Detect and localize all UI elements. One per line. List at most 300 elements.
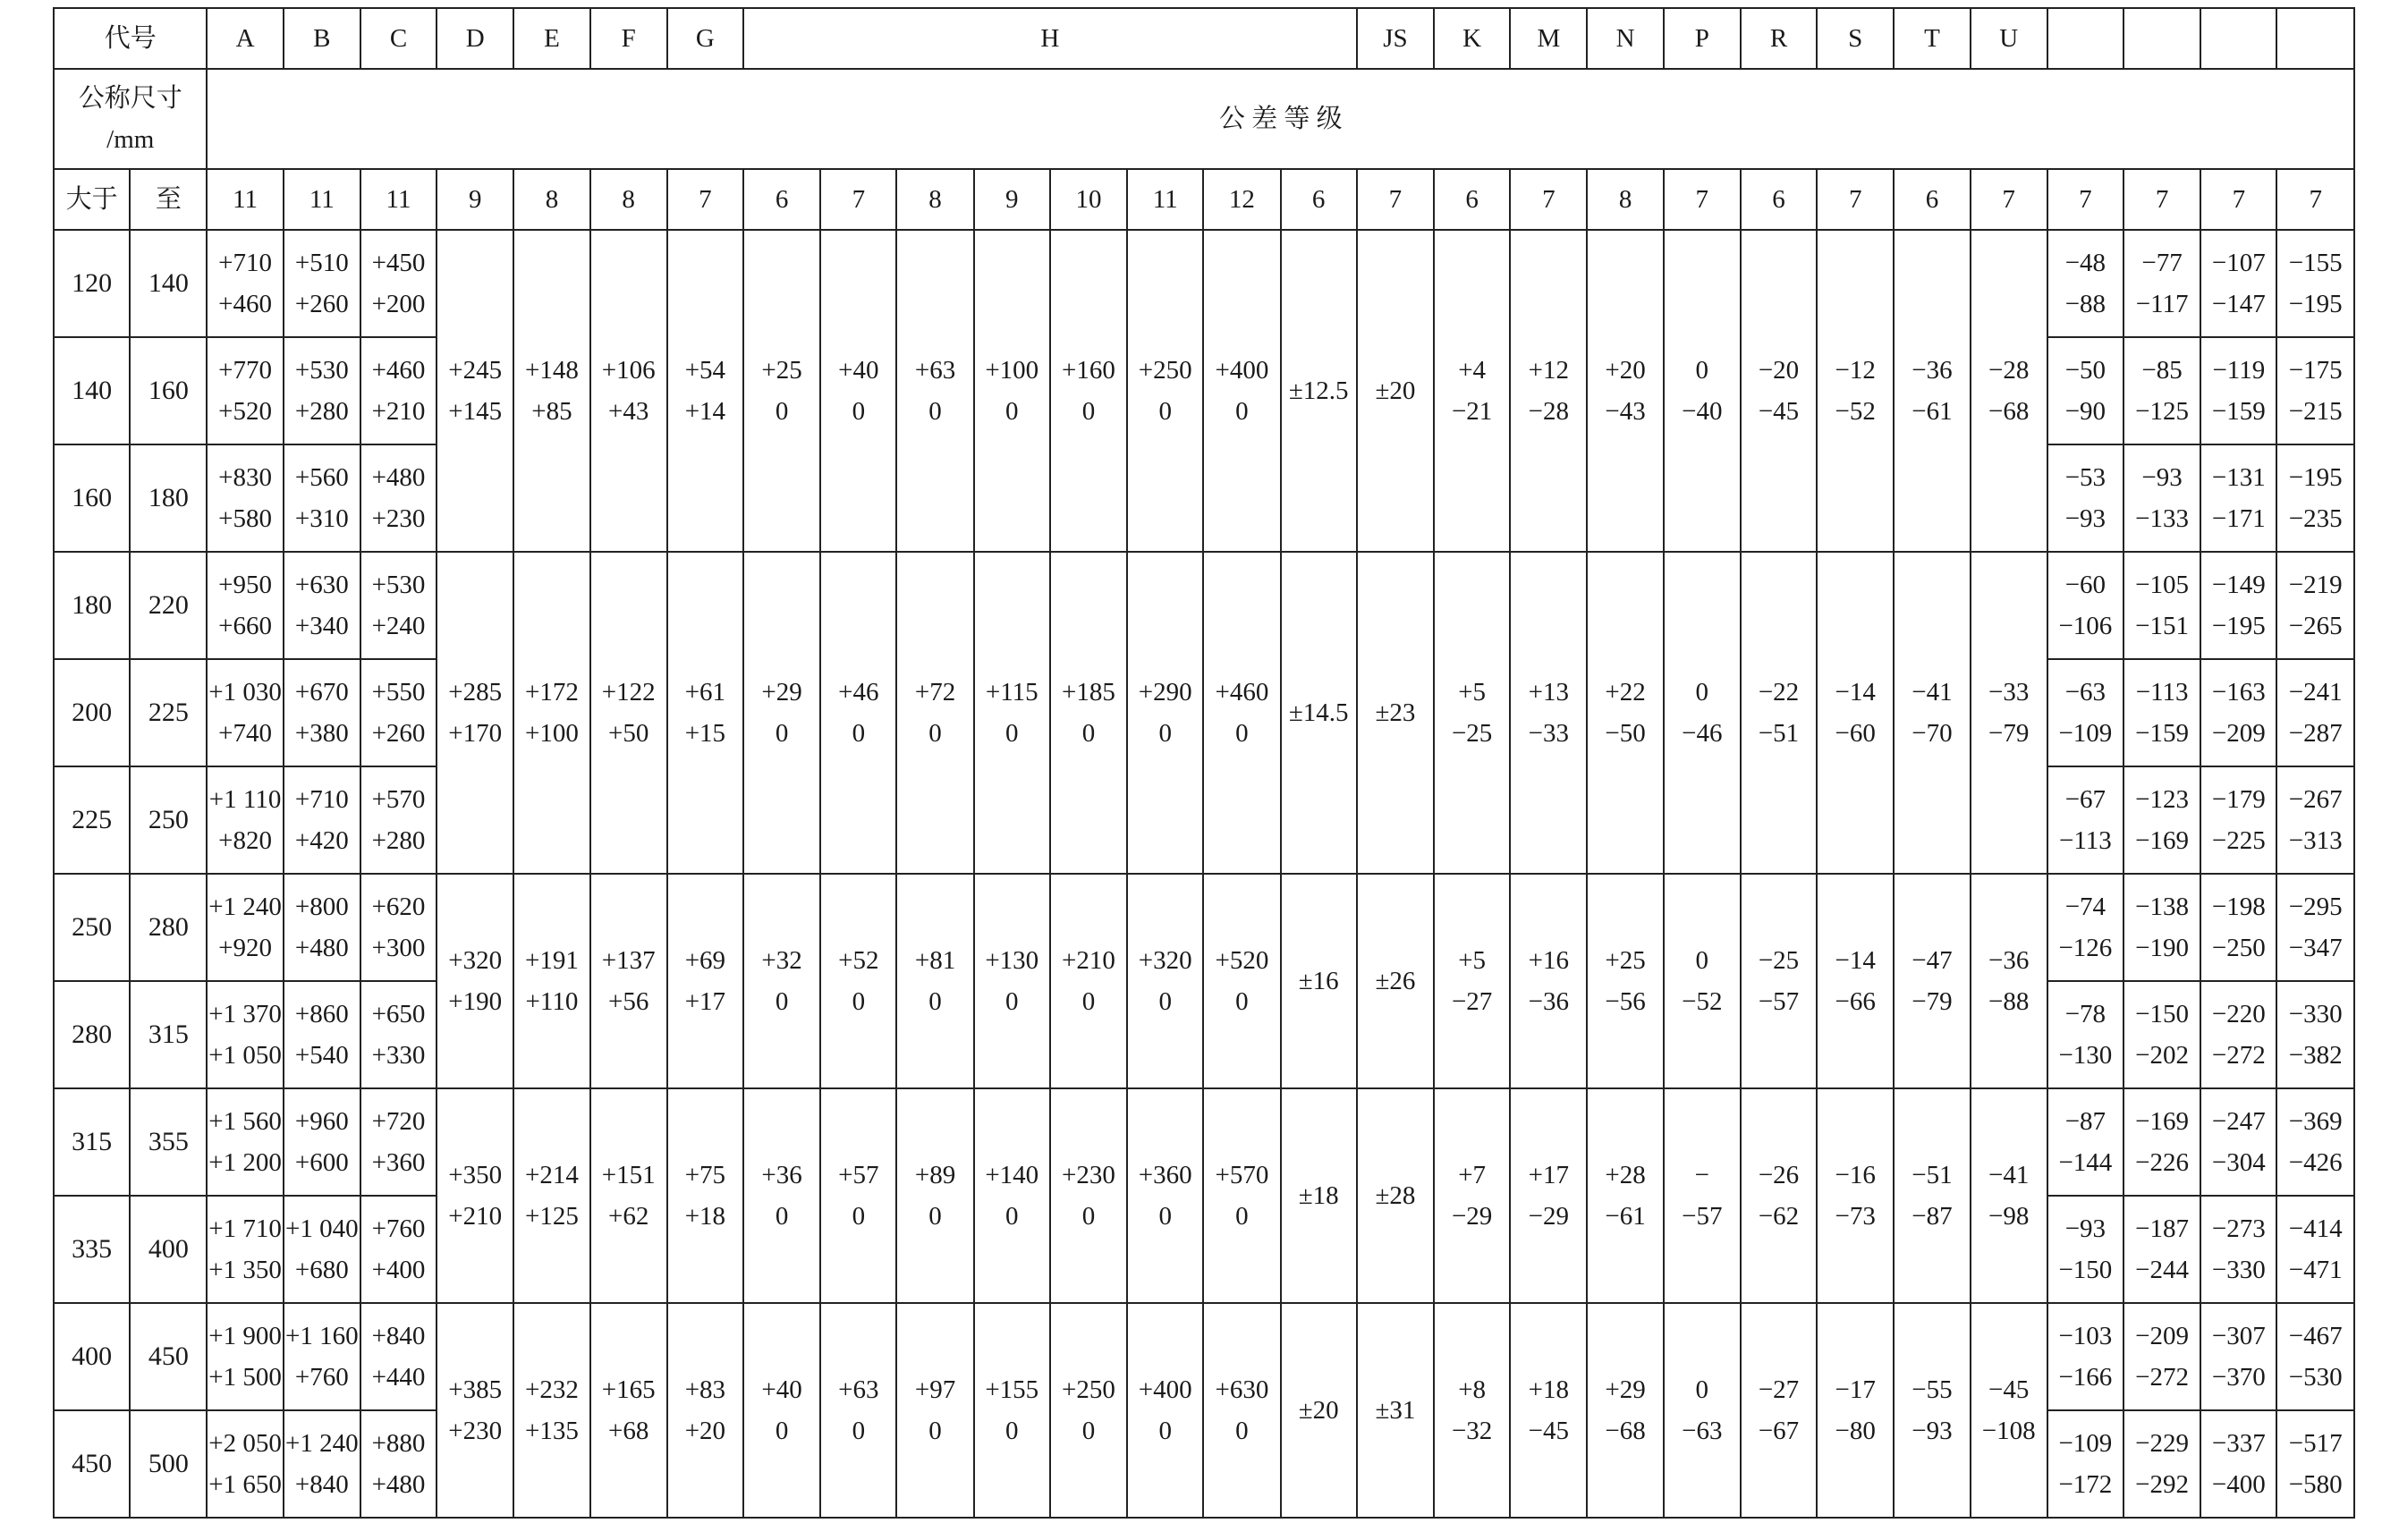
tol-D9 <box>437 230 513 552</box>
tol-B11 <box>284 1196 360 1303</box>
lower-deviation: −382 <box>2288 1041 2343 1070</box>
lower-deviation: −113 <box>2059 826 2112 855</box>
lower-deviation: −471 <box>2288 1256 2343 1284</box>
grade-18: 8 <box>1587 169 1663 230</box>
tol-D9 <box>437 874 513 1088</box>
tol-C11 <box>360 1410 437 1518</box>
grade-6: 7 <box>667 169 743 230</box>
tol-JS6: ±14.5 <box>1281 552 1357 874</box>
tol-col7-3 <box>2200 659 2276 766</box>
tol-U7 <box>1971 230 2047 552</box>
grade-11: 10 <box>1050 169 1127 230</box>
code-header-S: S <box>1817 8 1894 69</box>
tol-P7 <box>1664 874 1741 1088</box>
upper-deviation: 公称尺寸 <box>78 84 182 113</box>
grade-22: 6 <box>1894 169 1970 230</box>
tol-col7-2 <box>2123 874 2200 981</box>
tol-JS7: ±28 <box>1357 1088 1434 1303</box>
tolerance-table <box>53 7 2355 1519</box>
grade-16: 6 <box>1434 169 1510 230</box>
lower-deviation: 0 <box>1005 397 1019 426</box>
upper-deviation: +670 <box>294 678 349 707</box>
tol-col7-4 <box>2276 552 2354 659</box>
upper-deviation: −198 <box>2211 893 2266 921</box>
size-over: 225 <box>54 766 130 874</box>
code-header-P: P <box>1664 8 1741 69</box>
lower-deviation: −304 <box>2211 1148 2266 1177</box>
upper-deviation: +800 <box>294 893 349 921</box>
upper-deviation: +460 <box>1215 678 1269 707</box>
tol-E8 <box>513 1303 589 1518</box>
lower-deviation: −330 <box>2211 1256 2266 1284</box>
code-header-K: K <box>1434 8 1510 69</box>
tol-col7-3 <box>2200 874 2276 981</box>
grade-13: 12 <box>1203 169 1280 230</box>
upper-deviation: +40 <box>761 1375 802 1404</box>
tol-col7-4 <box>2276 659 2354 766</box>
upper-deviation: −113 <box>2135 678 2189 707</box>
tol-col7-2 <box>2123 1196 2200 1303</box>
lower-deviation: 0 <box>928 1202 942 1231</box>
tol-H7 <box>820 1088 896 1303</box>
upper-deviation: +28 <box>1605 1161 1646 1189</box>
upper-deviation: +760 <box>371 1214 426 1243</box>
table-row <box>54 552 2354 659</box>
tol-col7-4 <box>2276 1410 2354 1518</box>
tol-E8 <box>513 230 589 552</box>
tol-D9 <box>437 1088 513 1303</box>
lower-deviation: −530 <box>2288 1363 2343 1392</box>
lower-deviation: +200 <box>371 290 426 318</box>
lower-deviation: −68 <box>1605 1417 1646 1445</box>
tol-A11 <box>207 874 283 981</box>
upper-deviation: +122 <box>601 678 656 707</box>
tol-col7-4 <box>2276 1303 2354 1410</box>
upper-deviation: +13 <box>1528 678 1570 707</box>
upper-deviation: +950 <box>218 571 272 599</box>
tol-G7 <box>667 1303 743 1518</box>
grade-10: 9 <box>974 169 1050 230</box>
lower-deviation: −171 <box>2211 504 2266 533</box>
tol-JS6: ±12.5 <box>1281 230 1357 552</box>
lower-deviation: −347 <box>2288 934 2343 962</box>
lower-deviation: +1 200 <box>208 1148 282 1177</box>
tol-P7 <box>1664 230 1741 552</box>
lower-deviation: −61 <box>1912 397 1953 426</box>
tol-H7 <box>820 230 896 552</box>
lower-deviation: +280 <box>371 826 426 855</box>
lower-deviation: +20 <box>684 1417 726 1445</box>
size-to: 450 <box>130 1303 207 1410</box>
lower-deviation: −52 <box>1835 397 1876 426</box>
size-over: 250 <box>54 874 130 981</box>
tol-H6 <box>743 552 820 874</box>
upper-deviation: −273 <box>2211 1214 2266 1243</box>
lower-deviation: −32 <box>1451 1417 1493 1445</box>
lower-deviation: −66 <box>1835 987 1876 1016</box>
upper-deviation: −149 <box>2211 571 2266 599</box>
upper-deviation: −16 <box>1835 1161 1876 1189</box>
upper-deviation: 0 <box>1695 356 1709 385</box>
tol-C11 <box>360 1303 437 1410</box>
tol-P7 <box>1664 1088 1741 1303</box>
tol-C11 <box>360 1088 437 1196</box>
grade-14: 6 <box>1281 169 1357 230</box>
upper-deviation: +480 <box>371 463 426 492</box>
upper-deviation: −41 <box>1912 678 1953 707</box>
tol-col7-4 <box>2276 766 2354 874</box>
upper-deviation: +54 <box>684 356 726 385</box>
upper-deviation: −247 <box>2211 1107 2266 1136</box>
lower-deviation: −29 <box>1451 1202 1493 1231</box>
lower-deviation: +520 <box>218 397 272 426</box>
lower-deviation: +260 <box>294 290 349 318</box>
code-header-blank <box>2047 8 2123 69</box>
lower-deviation: +1 500 <box>208 1363 282 1392</box>
tol-col7-1 <box>2047 659 2123 766</box>
upper-deviation: −47 <box>1912 946 1953 975</box>
upper-deviation: −163 <box>2211 678 2266 707</box>
tol-H9 <box>974 874 1050 1088</box>
lower-deviation: 0 <box>1158 719 1172 748</box>
upper-deviation: −169 <box>2135 1107 2190 1136</box>
upper-deviation: −150 <box>2135 1000 2190 1028</box>
upper-deviation: +530 <box>294 356 349 385</box>
upper-deviation: +1 160 <box>284 1322 359 1350</box>
tol-A11 <box>207 981 283 1088</box>
tol-JS7: ±20 <box>1357 230 1434 552</box>
upper-deviation: +880 <box>371 1429 426 1458</box>
tol-col7-2 <box>2123 337 2200 444</box>
upper-deviation: +860 <box>294 1000 349 1028</box>
upper-deviation: +185 <box>1062 678 1115 707</box>
lower-deviation: −244 <box>2135 1256 2190 1284</box>
tol-S7 <box>1817 874 1894 1088</box>
lower-deviation: +50 <box>607 719 649 748</box>
size-over: 120 <box>54 230 130 337</box>
upper-deviation: +630 <box>294 571 349 599</box>
upper-deviation: +1 040 <box>284 1214 359 1243</box>
lower-deviation: +460 <box>218 290 272 318</box>
tol-JS7: ±23 <box>1357 552 1434 874</box>
lower-deviation: +260 <box>371 719 426 748</box>
tol-R6 <box>1741 552 1817 874</box>
lower-deviation: −215 <box>2288 397 2343 426</box>
upper-deviation: −14 <box>1835 678 1876 707</box>
upper-deviation: −187 <box>2135 1214 2190 1243</box>
lower-deviation: −125 <box>2135 397 2190 426</box>
tol-C11 <box>360 444 437 552</box>
tol-M7 <box>1510 874 1587 1088</box>
upper-deviation: +191 <box>525 946 579 975</box>
upper-deviation: −85 <box>2141 356 2183 385</box>
lower-deviation: −159 <box>2211 397 2266 426</box>
tol-col7-3 <box>2200 981 2276 1088</box>
lower-deviation: −70 <box>1912 719 1953 748</box>
upper-deviation: +360 <box>1138 1161 1192 1189</box>
tol-col7-1 <box>2047 1088 2123 1196</box>
upper-deviation: −123 <box>2135 785 2190 814</box>
upper-deviation: −36 <box>1912 356 1953 385</box>
tol-T6 <box>1894 1088 1970 1303</box>
upper-deviation: +155 <box>985 1375 1039 1404</box>
upper-deviation: −517 <box>2288 1429 2343 1458</box>
lower-deviation: −106 <box>2058 612 2113 640</box>
upper-deviation: +550 <box>371 678 426 707</box>
lower-deviation: +400 <box>371 1256 426 1284</box>
tol-col7-2 <box>2123 1303 2200 1410</box>
tol-A11 <box>207 444 283 552</box>
tol-col7-1 <box>2047 766 2123 874</box>
tol-JS6: ±18 <box>1281 1088 1357 1303</box>
tol-D9 <box>437 552 513 874</box>
tol-H12 <box>1203 1088 1280 1303</box>
tol-col7-4 <box>2276 1196 2354 1303</box>
upper-deviation: −467 <box>2288 1322 2343 1350</box>
tol-U7 <box>1971 1088 2047 1303</box>
upper-deviation: −48 <box>2064 249 2107 277</box>
tol-R6 <box>1741 230 1817 552</box>
upper-deviation: +232 <box>525 1375 579 1404</box>
upper-deviation: +22 <box>1605 678 1646 707</box>
tol-H12 <box>1203 552 1280 874</box>
tol-col7-3 <box>2200 1410 2276 1518</box>
upper-deviation: +720 <box>371 1107 426 1136</box>
tol-A11 <box>207 1088 283 1196</box>
size-to: 250 <box>130 766 207 874</box>
grade-0: 11 <box>207 169 283 230</box>
lower-deviation: +240 <box>371 612 426 640</box>
lower-deviation: +18 <box>684 1202 726 1231</box>
tol-col7-1 <box>2047 552 2123 659</box>
lower-deviation: 0 <box>928 397 942 426</box>
code-header-M: M <box>1510 8 1587 69</box>
tol-C11 <box>360 659 437 766</box>
upper-deviation: +52 <box>838 946 879 975</box>
tol-C11 <box>360 766 437 874</box>
lower-deviation: −195 <box>2288 290 2343 318</box>
tol-A11 <box>207 1410 283 1518</box>
lower-deviation: +300 <box>371 934 426 962</box>
lower-deviation: +43 <box>607 397 649 426</box>
upper-deviation: +840 <box>371 1322 426 1350</box>
upper-deviation: −155 <box>2288 249 2343 277</box>
upper-deviation: +100 <box>985 356 1039 385</box>
lower-deviation: 0 <box>775 719 789 748</box>
lower-deviation: +820 <box>218 826 272 855</box>
lower-deviation: 0 <box>1081 1417 1096 1445</box>
tol-col7-4 <box>2276 444 2354 552</box>
tol-K6 <box>1434 1088 1510 1303</box>
lower-deviation: +420 <box>294 826 349 855</box>
lower-deviation: 0 <box>1235 1417 1249 1445</box>
lower-deviation: 0 <box>928 719 942 748</box>
tol-H11 <box>1127 1088 1203 1303</box>
tol-col7-3 <box>2200 552 2276 659</box>
upper-deviation: −26 <box>1758 1161 1800 1189</box>
lower-deviation: −61 <box>1605 1202 1646 1231</box>
tol-S7 <box>1817 1303 1894 1518</box>
code-header-blank <box>2123 8 2200 69</box>
upper-deviation: +400 <box>1138 1375 1192 1404</box>
upper-deviation: +450 <box>371 249 426 277</box>
lower-deviation: +145 <box>448 397 503 426</box>
lower-deviation: +190 <box>448 987 503 1016</box>
upper-deviation: −229 <box>2135 1429 2190 1458</box>
tol-U7 <box>1971 1303 2047 1518</box>
upper-deviation: − <box>1694 1161 1709 1189</box>
grade-19: 7 <box>1664 169 1741 230</box>
lower-deviation: −50 <box>1605 719 1646 748</box>
upper-deviation: +5 <box>1458 678 1487 707</box>
upper-deviation: +320 <box>1138 946 1192 975</box>
lower-deviation: /mm <box>106 125 155 154</box>
lower-deviation: −195 <box>2211 612 2266 640</box>
tol-B11 <box>284 874 360 981</box>
upper-deviation: +285 <box>448 678 503 707</box>
upper-deviation: −414 <box>2288 1214 2343 1243</box>
upper-deviation: −109 <box>2058 1429 2113 1458</box>
upper-deviation: −119 <box>2212 356 2266 385</box>
code-header-G: G <box>667 8 743 69</box>
lower-deviation: +1 050 <box>208 1041 282 1070</box>
lower-deviation: +380 <box>294 719 349 748</box>
size-to: 400 <box>130 1196 207 1303</box>
size-over: 315 <box>54 1088 130 1196</box>
code-label: 代号 <box>54 8 207 69</box>
tol-H6 <box>743 230 820 552</box>
tol-K6 <box>1434 874 1510 1088</box>
tol-col7-1 <box>2047 337 2123 444</box>
tol-N8 <box>1587 874 1663 1088</box>
upper-deviation: −25 <box>1758 946 1800 975</box>
upper-deviation: +63 <box>914 356 956 385</box>
upper-deviation: −103 <box>2058 1322 2113 1350</box>
upper-deviation: +172 <box>525 678 579 707</box>
tol-A11 <box>207 1196 283 1303</box>
upper-deviation: −93 <box>2064 1214 2107 1243</box>
size-to: 225 <box>130 659 207 766</box>
grade-15: 7 <box>1357 169 1434 230</box>
tol-H6 <box>743 1088 820 1303</box>
upper-deviation: +2 050 <box>208 1429 282 1458</box>
lower-deviation: 0 <box>852 1417 866 1445</box>
grade-1: 11 <box>284 169 360 230</box>
tol-R6 <box>1741 874 1817 1088</box>
upper-deviation: +510 <box>294 249 349 277</box>
lower-deviation: +210 <box>371 397 426 426</box>
lower-deviation: −36 <box>1528 987 1570 1016</box>
lower-deviation: 0 <box>1158 1202 1172 1231</box>
tol-A11 <box>207 1303 283 1410</box>
lower-deviation: −56 <box>1605 987 1646 1016</box>
lower-deviation: +1 650 <box>208 1470 282 1499</box>
tol-B11 <box>284 766 360 874</box>
upper-deviation: +1 030 <box>208 678 282 707</box>
tol-C11 <box>360 1196 437 1303</box>
lower-deviation: +480 <box>371 1470 426 1499</box>
lower-deviation: 0 <box>775 397 789 426</box>
grade-21: 7 <box>1817 169 1894 230</box>
tol-H8 <box>896 552 973 874</box>
lower-deviation: +600 <box>294 1148 349 1177</box>
lower-deviation: −172 <box>2058 1470 2113 1499</box>
tol-R6 <box>1741 1088 1817 1303</box>
tol-col7-4 <box>2276 337 2354 444</box>
lower-deviation: −108 <box>1981 1417 2036 1445</box>
code-header-R: R <box>1741 8 1817 69</box>
lower-deviation: +230 <box>371 504 426 533</box>
code-header-T: T <box>1894 8 1970 69</box>
lower-deviation: 0 <box>1235 397 1249 426</box>
size-to: 280 <box>130 874 207 981</box>
lower-deviation: 0 <box>775 1202 789 1231</box>
lower-deviation: +280 <box>294 397 349 426</box>
lower-deviation: +580 <box>218 504 272 533</box>
lower-deviation: −79 <box>1912 987 1953 1016</box>
upper-deviation: −55 <box>1912 1375 1953 1404</box>
lower-deviation: −313 <box>2288 826 2343 855</box>
lower-deviation: −117 <box>2135 290 2189 318</box>
lower-deviation: −57 <box>1758 987 1800 1016</box>
grade-27: 7 <box>2276 169 2354 230</box>
upper-deviation: −337 <box>2211 1429 2266 1458</box>
upper-deviation: +570 <box>371 785 426 814</box>
upper-deviation: +320 <box>448 946 503 975</box>
upper-deviation: +1 110 <box>208 785 282 814</box>
tol-col7-4 <box>2276 981 2354 1088</box>
tol-K6 <box>1434 552 1510 874</box>
upper-deviation: +97 <box>914 1375 956 1404</box>
upper-deviation: −50 <box>2064 356 2107 385</box>
nominal-size-label <box>54 69 207 169</box>
lower-deviation: −51 <box>1758 719 1800 748</box>
size-over: 280 <box>54 981 130 1088</box>
tol-M7 <box>1510 1303 1587 1518</box>
lower-deviation: +360 <box>371 1148 426 1177</box>
upper-deviation: −51 <box>1912 1161 1953 1189</box>
size-row <box>54 69 2354 169</box>
lower-deviation: +840 <box>294 1470 349 1499</box>
tol-H11 <box>1127 874 1203 1088</box>
lower-deviation: +210 <box>448 1202 503 1231</box>
lower-deviation: −43 <box>1605 397 1646 426</box>
upper-deviation: +81 <box>914 946 956 975</box>
upper-deviation: −241 <box>2288 678 2343 707</box>
lower-deviation: 0 <box>1235 987 1249 1016</box>
tol-H8 <box>896 1303 973 1518</box>
tol-U7 <box>1971 552 2047 874</box>
tol-T6 <box>1894 552 1970 874</box>
upper-deviation: +36 <box>761 1161 802 1189</box>
upper-deviation: +1 240 <box>208 893 282 921</box>
lower-deviation: −150 <box>2058 1256 2113 1284</box>
lower-deviation: −57 <box>1682 1202 1723 1231</box>
upper-deviation: −105 <box>2135 571 2190 599</box>
code-header-F: F <box>590 8 667 69</box>
upper-deviation: −20 <box>1758 356 1800 385</box>
upper-deviation: +1 240 <box>284 1429 359 1458</box>
tol-A11 <box>207 659 283 766</box>
lower-deviation: −68 <box>1988 397 2030 426</box>
upper-deviation: +830 <box>218 463 272 492</box>
lower-deviation: +310 <box>294 504 349 533</box>
lower-deviation: +62 <box>607 1202 649 1231</box>
size-over: 200 <box>54 659 130 766</box>
tol-T6 <box>1894 1303 1970 1518</box>
tol-M7 <box>1510 230 1587 552</box>
upper-deviation: +214 <box>525 1161 579 1189</box>
